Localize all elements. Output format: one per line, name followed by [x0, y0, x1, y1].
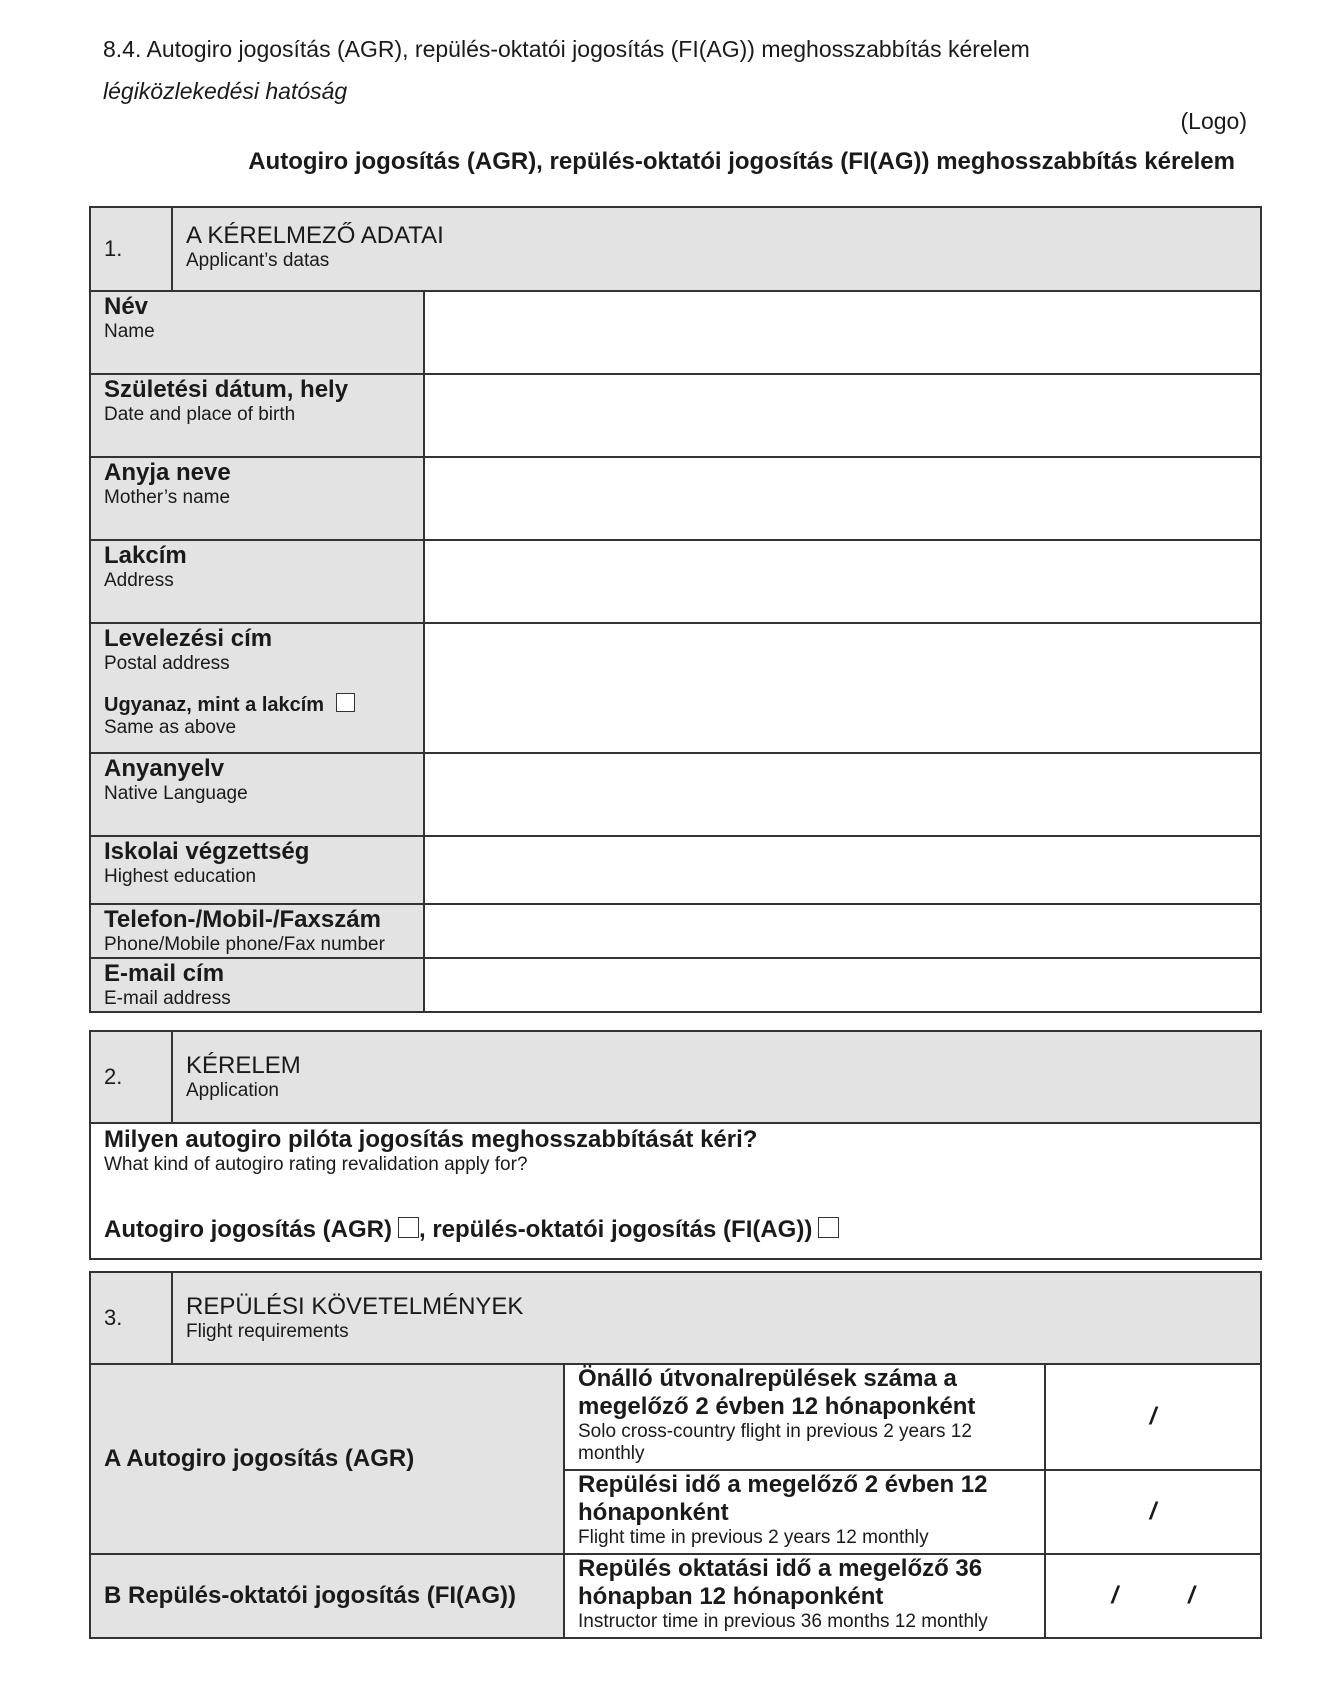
document-title: Autogiro jogosítás (AGR), repülés-oktatói jogosítás (FI(AG)) meghosszabbítás kérelem [248, 148, 1235, 175]
same-as-address-checkbox[interactable] [336, 693, 355, 712]
field-label-en: Phone/Mobile phone/Fax number [104, 934, 385, 955]
field-label-hu: Születési dátum, hely [104, 376, 349, 403]
education-input[interactable] [424, 836, 1261, 904]
field-label-en: Mother’s name [104, 487, 231, 508]
field-label-hu: Telefon-/Mobil-/Faxszám [104, 906, 381, 933]
field-label-hu: Név [104, 293, 149, 320]
requirement-en: Flight time in previous 2 years 12 monthly [578, 1527, 929, 1548]
section1-number: 1. [90, 207, 172, 291]
phone-input[interactable] [424, 904, 1261, 958]
section2-title-en: Application [186, 1080, 279, 1101]
logo-placeholder: (Logo) [1180, 108, 1247, 134]
section1-title-hu: A KÉRELMEZŐ ADATAI [186, 222, 444, 249]
requirement-en: Instructor time in previous 36 months 12 monthly [578, 1611, 988, 1632]
agr-checkbox[interactable] [398, 1217, 419, 1238]
field-label-hu: Anyja neve [104, 459, 231, 486]
application-question-en: What kind of autogiro rating revalidation apply for? [104, 1154, 528, 1175]
section2-title [172, 1031, 1261, 1123]
separator-slash: / [1149, 1403, 1157, 1430]
section2-title-hu: KÉRELEM [186, 1052, 301, 1079]
field-label-en: Native Language [104, 783, 248, 804]
section2-header [90, 1031, 1261, 1123]
requirement-hu: Önálló útvonalrepülések száma a megelőző 2 évben 12 hónaponként [578, 1365, 976, 1420]
solo-cross-country-value[interactable] [1045, 1364, 1261, 1470]
field-label-en: Highest education [104, 866, 257, 887]
field-label-hu: Lakcím [104, 542, 187, 569]
section3-title [172, 1272, 1261, 1364]
application-question-row [90, 1123, 1261, 1259]
section3-number: 3. [90, 1272, 172, 1364]
field-label-hu: E-mail cím [104, 960, 225, 987]
section1-title [172, 207, 1261, 291]
field-row-language [90, 753, 1261, 836]
same-as-above-label: Same as above [104, 717, 237, 738]
same-as-address-label: Ugyanaz, mint a lakcím [104, 694, 325, 716]
authority-name: légiközlekedési hatóság [103, 78, 348, 104]
field-label-hu: Iskolai végzettség [104, 838, 310, 865]
field-row-name [90, 291, 1261, 374]
field-label-en: Date and place of birth [104, 404, 296, 425]
field-row-address [90, 540, 1261, 623]
email-input[interactable] [424, 958, 1261, 1012]
field-row-birth [90, 374, 1261, 457]
requirement-hu: Repülési idő a megelőző 2 évben 12 hónaponként [578, 1471, 988, 1526]
name-input[interactable] [424, 291, 1261, 374]
separator-slash: / [1149, 1498, 1157, 1525]
field-row-mother [90, 457, 1261, 540]
field-label-hu: Anyanyelv [104, 755, 225, 782]
field-row-education [90, 836, 1261, 904]
instructor-time-label [564, 1554, 1045, 1638]
requirement-row-instructor [90, 1554, 1261, 1638]
section3-header [90, 1272, 1261, 1364]
flight-requirements-table [89, 1271, 1262, 1639]
requirement-en: Solo cross-country flight in previous 2 years 12 monthly [578, 1421, 972, 1464]
agr-option-label: Autogiro jogosítás (AGR) [104, 1216, 392, 1243]
separator-slash: / [1111, 1582, 1118, 1609]
fi-checkbox[interactable] [818, 1217, 839, 1238]
form-section-line: 8.4. Autogiro jogosítás (AGR), repülés-oktatói jogosítás (FI(AG)) meghosszabbítás kérelem [103, 36, 1030, 62]
solo-cross-country-label [564, 1364, 1045, 1470]
section1-header [90, 207, 1261, 291]
section3-title-hu: REPÜLÉSI KÖVETELMÉNYEK [186, 1293, 524, 1320]
field-label-en: Address [104, 570, 174, 591]
application-options [104, 1216, 1247, 1244]
field-label-en: Postal address [104, 653, 230, 674]
field-label-hu: Levelezési cím [104, 625, 273, 652]
field-row-phone [90, 904, 1261, 958]
section3-title-en: Flight requirements [186, 1321, 349, 1342]
section2-number: 2. [90, 1031, 172, 1123]
flight-time-value[interactable] [1045, 1470, 1261, 1554]
field-row-email [90, 958, 1261, 1012]
requirement-row-solo [90, 1364, 1261, 1470]
fi-row-label: B Repülés-oktatói jogosítás (FI(AG)) [90, 1554, 564, 1638]
instructor-time-value[interactable] [1045, 1554, 1261, 1638]
section1-title-en: Applicant’s datas [186, 250, 330, 271]
same-as-address-option [104, 693, 410, 717]
flight-time-label [564, 1470, 1045, 1554]
field-row-postal [90, 623, 1261, 753]
field-label-en: E-mail address [104, 988, 231, 1009]
application-question-hu: Milyen autogiro pilóta jogosítás meghosszabbítását kéri? [104, 1126, 758, 1153]
agr-row-label: A Autogiro jogosítás (AGR) [90, 1364, 564, 1554]
birth-date-place-input[interactable] [424, 374, 1261, 457]
address-input[interactable] [424, 540, 1261, 623]
application-table [89, 1030, 1262, 1260]
postal-address-input[interactable] [424, 623, 1261, 753]
native-language-input[interactable] [424, 753, 1261, 836]
applicant-data-table [89, 206, 1262, 1013]
requirement-hu: Repülés oktatási idő a megelőző 36 hónapban 12 hónaponként [578, 1555, 983, 1610]
separator-slash: / [1188, 1582, 1195, 1609]
fi-option-label: , repülés-oktatói jogosítás (FI(AG)) [418, 1216, 813, 1243]
mother-name-input[interactable] [424, 457, 1261, 540]
field-label-en: Name [104, 321, 155, 342]
